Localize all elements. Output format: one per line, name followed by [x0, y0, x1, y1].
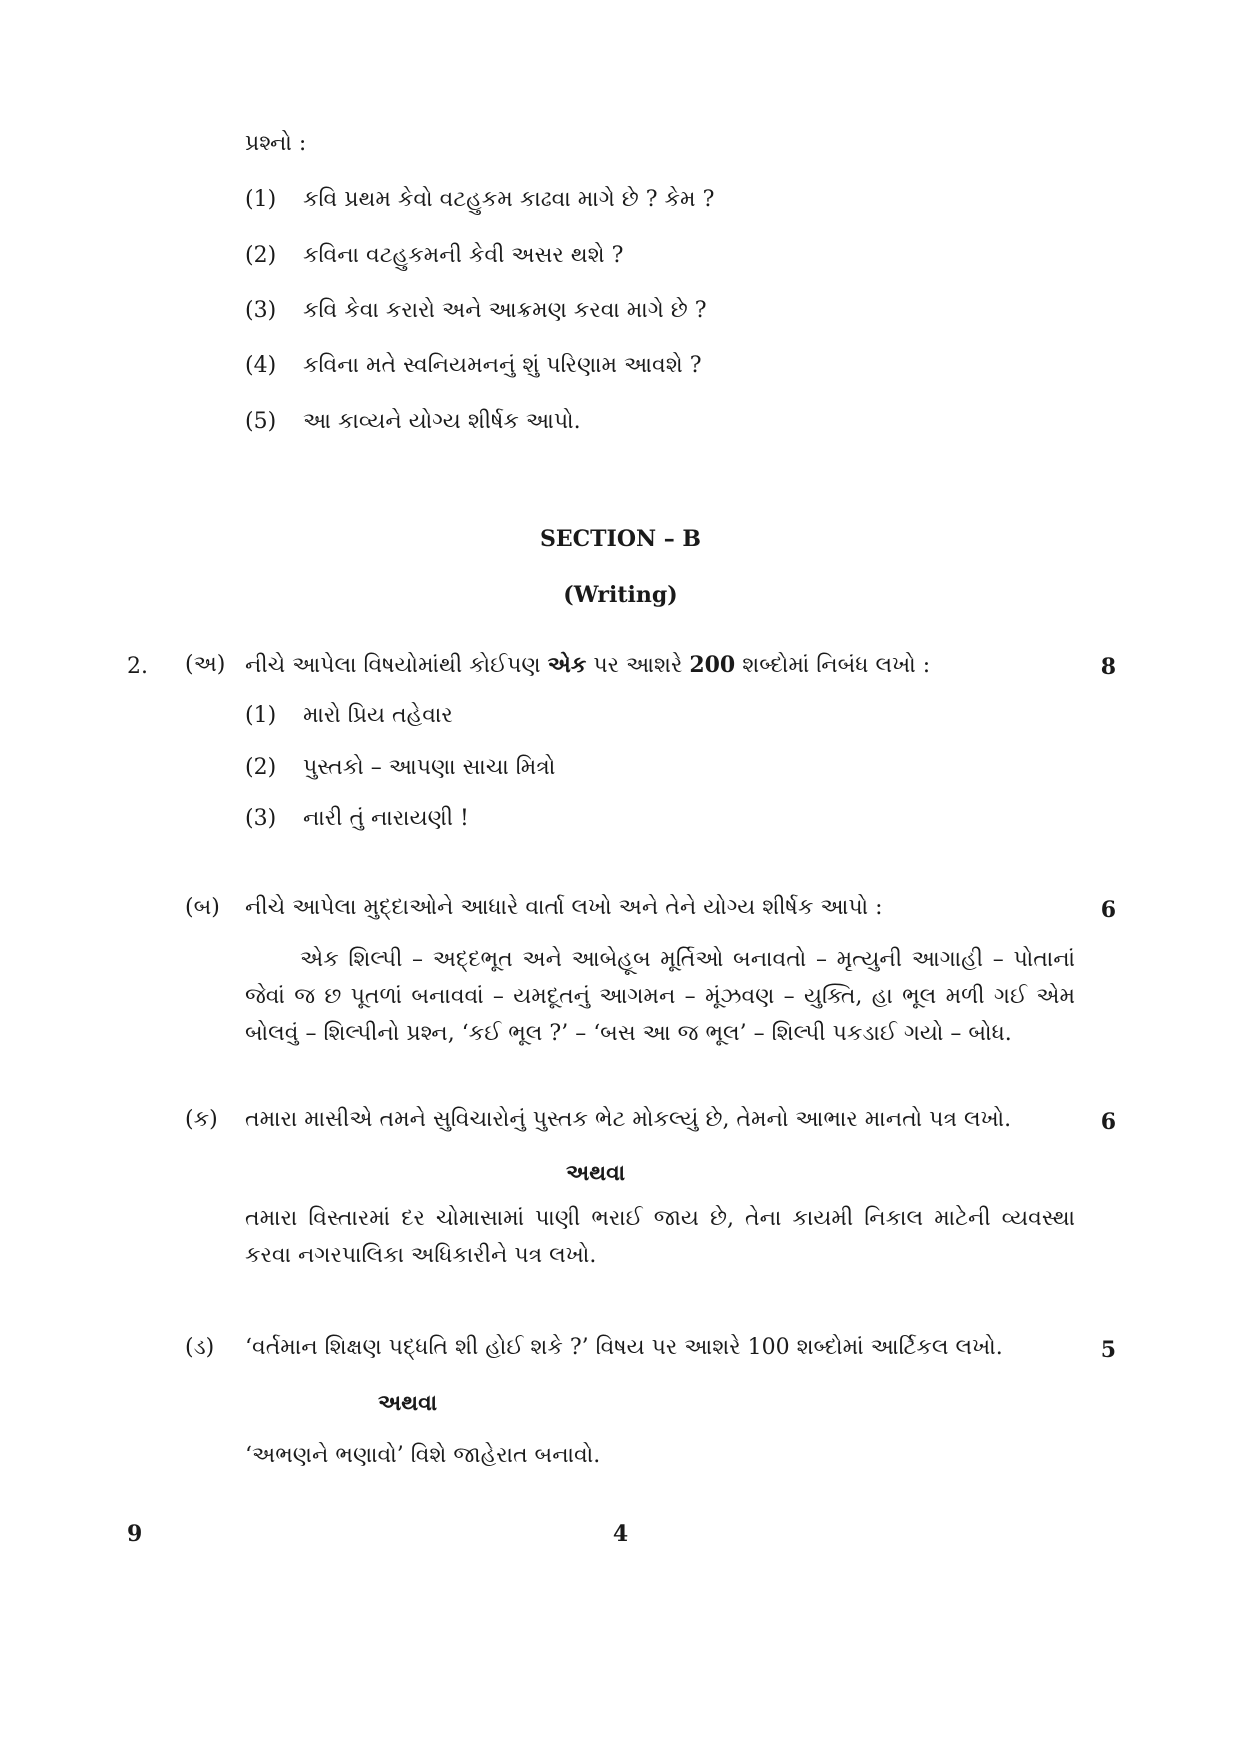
- question-1-text: કવિ પ્રથમ કેવો વટહુકમ કાઢવા માગે છે ? કેમ ?: [303, 187, 715, 212]
- q2d-alternative: ‘અભણને ભણાવો’ વિશે જાહેરાત બનાવો.: [245, 1443, 601, 1468]
- topic-1-text: મારો પ્રિય તહેવાર: [303, 703, 453, 728]
- footer-paper-code: 9: [127, 1521, 143, 1547]
- question-4-text: કવિના મતે સ્વનિયમનનું શું પરિણામ આવશે ?: [303, 353, 702, 378]
- q2d-instruction: ‘વર્તમાન શિક્ષણ પદ્ધતિ શી હોઈ શકે ?’ વિષય પર આશરે 100 શબ્દોમાં આર્ટિકલ લખો.: [245, 1335, 1003, 1360]
- q2b-label: (બ): [185, 895, 220, 920]
- q2d-label: (ડ): [185, 1335, 215, 1360]
- q2-number: 2.: [127, 654, 148, 679]
- question-5-number: (5): [245, 409, 277, 434]
- section-subtitle: (Writing): [563, 582, 678, 608]
- section-title: SECTION – B: [539, 526, 701, 552]
- topic-1-number: (1): [245, 703, 277, 728]
- question-2-text: કવિના વટહુકમની કેવી અસર થશે ?: [303, 243, 624, 268]
- question-2-number: (2): [245, 243, 277, 268]
- topic-3-text: નારી તું નારાયણી !: [303, 806, 469, 831]
- q2b-story-points: એક શિલ્પી – અદ્દભૂત અને આબેહૂબ મૂર્તિઓ બનાવતો – મૃત્યુની આગાહી – પોતાનાં જેવાં જ છ પૂતળાં બનાવવાં – યમદૂતનું આગમન – મૂંઝવણ – યુક્તિ, હા ભૂલ મળી ગઈ એમ બોલવું – શિલ્પીનો પ્રશ્ન, ‘કઈ ભૂલ ?’ – ‘બસ આ જ ભૂલ’ – શિલ્પી પકડાઈ ગયો – બોધ.: [245, 947, 1075, 1046]
- q2d-marks: 5: [1100, 1337, 1116, 1363]
- q2b-marks: 6: [1100, 897, 1116, 923]
- question-5-text: આ કાવ્યને યોગ્ય શીર્ષક આપો.: [303, 409, 581, 434]
- q2b-instruction: નીચે આપેલા મુદ્દાઓને આધારે વાર્તા લખો અને તેને યોગ્ય શીર્ષક આપો :: [245, 895, 883, 920]
- q2a-marks: 8: [1100, 654, 1116, 680]
- question-3-number: (3): [245, 298, 277, 323]
- questions-heading: પ્રશ્નો :: [245, 131, 307, 156]
- question-1-number: (1): [245, 187, 277, 212]
- q2c-alternative: તમારા વિસ્તારમાં દર ચોમાસામાં પાણી ભરાઈ જાય છે, તેના કાયમી નિકાલ માટેની વ્યવસ્થા કરવા નગરપાલિકા અધિકારીને પત્ર લખો.: [245, 1206, 1075, 1268]
- topic-3-number: (3): [245, 806, 277, 831]
- topic-2-number: (2): [245, 755, 277, 780]
- question-4-number: (4): [245, 353, 277, 378]
- q2c-label: (ક): [185, 1107, 218, 1132]
- q2a-text-mid: પર આશરે: [586, 653, 690, 678]
- q2c-or: અથવા: [566, 1160, 626, 1186]
- q2a-text-post: શબ્દોમાં નિબંધ લખો :: [735, 653, 931, 678]
- q2a-text-bold-count: 200: [689, 652, 736, 678]
- q2d-or: અથવા: [378, 1390, 438, 1416]
- q2a-text-pre: નીચે આપેલા વિષયોમાંથી કોઈપણ: [245, 653, 548, 678]
- q2a-instruction: [245, 652, 930, 678]
- q2c-instruction: તમારા માસીએ તમને સુવિચારોનું પુસ્તક ભેટ મોકલ્યું છે, તેમનો આભાર માનતો પત્ર લખો.: [245, 1107, 1012, 1132]
- footer-page-number: 4: [612, 1521, 629, 1547]
- q2c-marks: 6: [1100, 1109, 1116, 1135]
- question-3-text: કવિ કેવા કરારો અને આક્રમણ કરવા માગે છે ?: [303, 298, 707, 323]
- q2a-text-bold-one: એક: [547, 652, 587, 678]
- q2a-label: (અ): [185, 652, 226, 677]
- topic-2-text: પુસ્તકો – આપણા સાચા મિત્રો: [303, 755, 556, 780]
